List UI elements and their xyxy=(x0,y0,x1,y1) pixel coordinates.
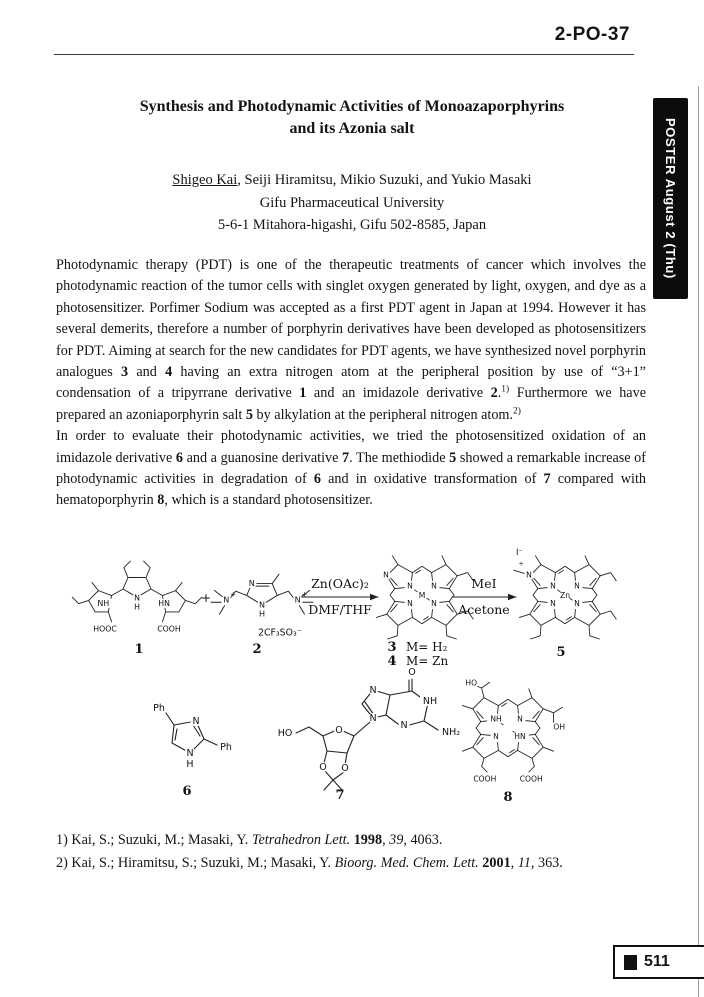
plus-charge: + xyxy=(301,590,308,599)
compound-7-number: 7 xyxy=(335,788,345,803)
n-atom-label: N xyxy=(400,720,408,731)
iodide-label: I⁻ xyxy=(515,547,523,557)
compound-5-number: 5 xyxy=(556,645,566,660)
compound-3-number: 3 xyxy=(387,640,397,655)
n-atom-label: N xyxy=(574,581,580,591)
n-atom-label: N xyxy=(517,714,523,724)
byline xyxy=(52,169,652,237)
n-atom-label: N xyxy=(369,685,377,696)
n-atom-label: N xyxy=(134,593,140,603)
paper-title-line1: Synthesis and Photodynamic Activities of Monoazaporphyrins xyxy=(139,98,565,115)
cooh-label: COOH xyxy=(519,774,543,784)
solvent-label: Acetone xyxy=(458,602,510,617)
nh-atom-label: NH xyxy=(97,599,110,609)
reaction-arrow-2 xyxy=(452,576,516,617)
reagent-label: Zn(OAc)₂ xyxy=(311,576,369,591)
affiliation-address: 5-6-1 Mitahora-higashi, Gifu 502-8585, Japan xyxy=(217,217,487,233)
compound-2-structure xyxy=(211,574,313,638)
n-atom-label: N xyxy=(223,595,230,605)
n-atom-label: N xyxy=(407,599,413,609)
o-atom-label: O xyxy=(335,725,343,736)
scan-page-edge xyxy=(698,86,699,997)
nh2-label: NH₂ xyxy=(441,727,461,738)
plus-charge: + xyxy=(518,559,524,568)
o-atom-label: O xyxy=(408,667,416,678)
reaction-arrow-1 xyxy=(302,576,378,617)
n-atom-label: N xyxy=(493,732,499,742)
nh-atom-label: NH xyxy=(490,714,502,724)
author-list: Shigeo Kai, Seiji Hiramitsu, Mikio Suzuki, and Yukio Masaki xyxy=(172,172,532,188)
paper-title-line2: and its Azonia salt xyxy=(289,120,415,137)
oh-label: OH xyxy=(553,722,566,732)
compound-8-number: 8 xyxy=(503,790,513,805)
n-atom-label: N xyxy=(248,579,255,589)
h-atom-label: H xyxy=(258,609,266,619)
abstract-body xyxy=(56,255,646,512)
n-atom-label: N xyxy=(258,600,266,610)
page-number-box xyxy=(613,945,704,979)
session-tab-label: POSTER August 2 (Thu) xyxy=(663,118,678,279)
n-atom-label: N xyxy=(192,716,200,727)
page-number: 511 xyxy=(644,953,670,970)
aza-n-label: N xyxy=(526,570,532,580)
compound-5-structure xyxy=(514,547,616,639)
metal-label: Zn xyxy=(559,591,571,601)
compound-4-number: 4 xyxy=(387,654,397,669)
n-atom-label: N xyxy=(186,748,194,759)
reagent-label: MeI xyxy=(471,576,497,591)
compound-1-number: 1 xyxy=(134,642,144,657)
phenyl-label: Ph xyxy=(220,742,232,753)
ho-label: HO xyxy=(277,728,293,739)
n-atom-label: N xyxy=(431,599,437,609)
phenyl-label: Ph xyxy=(153,703,165,714)
hn-atom-label: HN xyxy=(514,732,526,742)
compound-8-structure xyxy=(462,679,565,784)
hn-atom-label: HN xyxy=(158,599,170,609)
reference-2: 2) Kai, S.; Hiramitsu, S.; Suzuki, M.; Masaki, Y. Bioorg. Med. Chem. Lett. 2001, 11, 363. xyxy=(56,855,563,871)
affiliation: Gifu Pharmaceutical University xyxy=(259,194,445,211)
n-atom-label: N xyxy=(550,581,556,591)
reference-list xyxy=(56,829,656,875)
compound-4-metal: M= Zn xyxy=(406,654,449,668)
o-atom-label: O xyxy=(341,763,349,774)
n-atom-label: N xyxy=(550,599,556,609)
abstract-paragraph: Photodynamic therapy (PDT) is one of the therapeutic treatments of cancer which involves the photodynamic reaction of the tumor cells with singlet oxygen generated by light, oxygen, and dye as a photosensitizer. Porfimer Sodium was accepted as a first PDT agent in Japan at 1994. However it has several demerits, therefore a number of porphyrin derivatives have been developed as photosensitizers for PDT. Aiming at search for the new candidates for PDT agents, we have synthesized novel porphyrin analogues 3 and 4 having an extra nitrogen atom at the peripheral position by use of “3+1” condensation of a tripyrrane derivative 1 and an imidazole derivative 2.$^{1)}$ Furthermore we have prepared an azoniaporphyrin salt 5 by alkylation at the peripheral nitrogen atom.$^{2)}$ xyxy=(56,257,646,423)
plus-sign: + xyxy=(200,590,212,605)
cooh-label: COOH xyxy=(473,774,497,784)
reaction-scheme xyxy=(40,543,670,818)
h-atom-label: H xyxy=(186,759,194,770)
n-atom-label: N xyxy=(574,599,580,609)
ho-label: HO xyxy=(465,678,478,688)
compound-6-number: 6 xyxy=(182,784,192,799)
hooc-label: HOOC xyxy=(93,624,117,634)
compound-2-number: 2 xyxy=(252,642,262,657)
plus-charge: + xyxy=(230,590,236,599)
compound-6-structure xyxy=(153,703,232,770)
metal-label: M xyxy=(418,591,426,601)
compound-7-structure xyxy=(278,667,461,790)
abstract-number: 2-PO-37 xyxy=(554,24,630,45)
n-atom-label: N xyxy=(294,595,301,605)
cooh-label: COOH xyxy=(157,624,181,634)
compound-3-metal: M= H₂ xyxy=(406,640,448,654)
counterion-label: 2CF₃SO₃⁻ xyxy=(258,627,302,639)
aza-n-label: N xyxy=(383,570,389,580)
header-rule xyxy=(54,54,634,55)
o-atom-label: O xyxy=(319,762,327,773)
nh-atom-label: NH xyxy=(422,696,438,707)
n-atom-label: N xyxy=(369,713,377,724)
h-atom-label: H xyxy=(134,602,140,612)
n-atom-label: N xyxy=(407,581,413,591)
reference-1: 1) Kai, S.; Suzuki, M.; Masaki, Y. Tetrahedron Lett. 1998, 39, 4063. xyxy=(56,832,443,848)
n-atom-label: N xyxy=(431,581,437,591)
compound-1-structure xyxy=(72,561,202,634)
session-tab xyxy=(653,98,688,299)
solvent-label: DMF/THF xyxy=(308,602,372,617)
abstract-paragraph: In order to evaluate their photodynamic activities, we tried the photosensitized oxidation of an imidazole derivative 6 and a guanosine derivative 7. The methiodide 5 showed a remarkable increase of photodynamic activities in degradation of 6 and in oxidative transformation of 7 compared with hematoporphyrin 8, which is a standard photosensitizer. xyxy=(56,428,646,509)
paper-title xyxy=(52,96,652,140)
page-number-square-icon xyxy=(624,955,637,970)
